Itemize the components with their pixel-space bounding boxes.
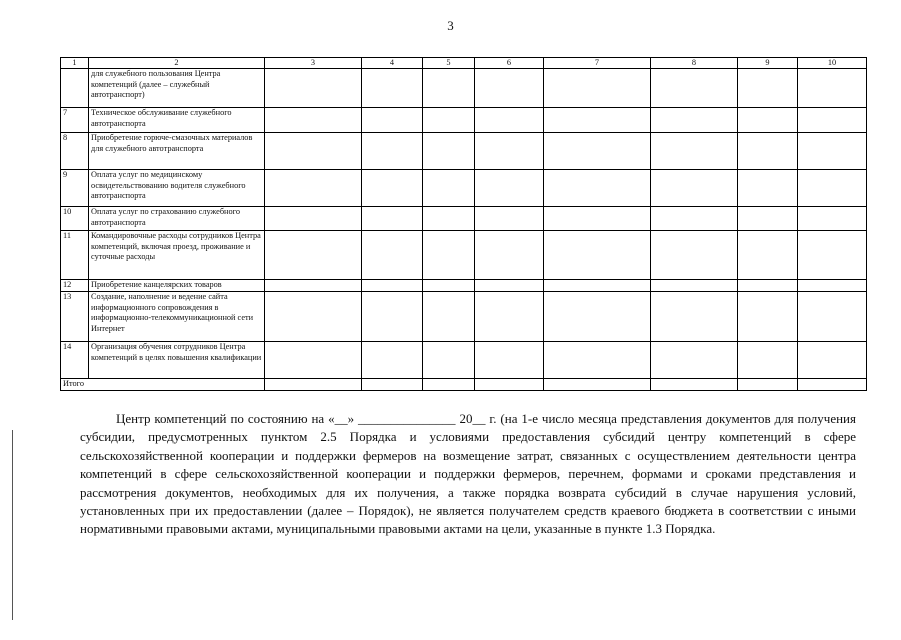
table-cell — [362, 170, 423, 207]
row-description: для служебного пользования Центра компетенций (далее – служебный автотранспорт) — [89, 69, 265, 108]
column-header: 10 — [798, 58, 867, 69]
row-number: 8 — [61, 133, 89, 170]
table-cell — [362, 342, 423, 379]
table-cell — [265, 69, 362, 108]
table-cell — [651, 207, 738, 231]
table-row — [61, 207, 867, 231]
table-cell — [423, 207, 475, 231]
column-header: 6 — [475, 58, 544, 69]
table-cell — [738, 280, 798, 292]
table-cell — [265, 342, 362, 379]
table-cell — [798, 342, 867, 379]
table-cell — [475, 108, 544, 133]
table-row — [61, 133, 867, 170]
table-cell — [475, 231, 544, 280]
page-number: 3 — [447, 18, 454, 33]
row-number: 10 — [61, 207, 89, 231]
table-cell — [544, 133, 651, 170]
table-cell — [798, 280, 867, 292]
table-cell — [544, 207, 651, 231]
table-cell — [423, 342, 475, 379]
table-cell — [265, 207, 362, 231]
table-cell — [738, 108, 798, 133]
table-cell — [265, 170, 362, 207]
table-cell — [651, 170, 738, 207]
row-description: Оплата услуг по медицинскому освидетельствованию водителя служебного автотранспорта — [89, 170, 265, 207]
table-cell — [544, 280, 651, 292]
table-cell — [423, 280, 475, 292]
table-cell — [798, 69, 867, 108]
table-cell — [475, 170, 544, 207]
table-cell — [265, 292, 362, 342]
total-label: Итого — [61, 379, 265, 391]
column-header: 9 — [738, 58, 798, 69]
table-cell — [475, 379, 544, 391]
table-cell — [651, 292, 738, 342]
table-cell — [475, 69, 544, 108]
column-header: 3 — [265, 58, 362, 69]
table-cell — [423, 170, 475, 207]
table-cell — [651, 69, 738, 108]
table-cell — [265, 133, 362, 170]
table-row — [61, 170, 867, 207]
table-cell — [265, 231, 362, 280]
column-header: 7 — [544, 58, 651, 69]
table-cell — [475, 133, 544, 170]
table-cell — [738, 207, 798, 231]
row-number: 9 — [61, 170, 89, 207]
row-description: Техническое обслуживание служебного автотранспорта — [89, 108, 265, 133]
table-row — [61, 69, 867, 108]
table-cell — [651, 379, 738, 391]
table-cell — [544, 69, 651, 108]
table-cell — [362, 231, 423, 280]
table-row — [61, 280, 867, 292]
table-cell — [362, 133, 423, 170]
row-number — [61, 69, 89, 108]
table-cell — [651, 280, 738, 292]
row-description: Приобретение канцелярских товаров — [89, 280, 265, 292]
table-header-row — [61, 58, 867, 69]
table-cell — [738, 231, 798, 280]
table-cell — [423, 69, 475, 108]
table-cell — [362, 207, 423, 231]
table-cell — [475, 292, 544, 342]
table-cell — [798, 108, 867, 133]
table-cell — [798, 292, 867, 342]
row-description: Командировочные расходы сотрудников Центра компетенций, включая проезд, проживание и суточные расходы — [89, 231, 265, 280]
row-number: 11 — [61, 231, 89, 280]
table-cell — [738, 342, 798, 379]
table-cell — [544, 292, 651, 342]
row-number: 12 — [61, 280, 89, 292]
scan-edge-line — [12, 430, 13, 620]
table-cell — [475, 207, 544, 231]
body-paragraph: Центр компетенций по состоянию на «__» _______________ 20__ г. (на 1-е число месяца представления документов для получения субсидии, предусмотренных пунктом 2.5 Порядка и условиями предоставления субсидий центру компетенций в сфере сельскохозяйственной кооперации и поддержки фермеров на возмещение затрат, связанных с осуществлением деятельности центра компетенций в сфере сельскохозяйственной кооперации и поддержки фермеров, перечнем, формами и сроками представления и рассмотрения документов, необходимых для их получения, а также порядка возврата субсидий в случае нарушения условий, установленных при их предоставлении (далее – Порядок), не является получателем средств краевого бюджета в соответствии с иными нормативными правовыми актами, муниципальными правовыми актами на цели, указанные в пункте 1.3 Порядка. — [80, 411, 856, 537]
row-description: Организация обучения сотрудников Центра компетенций в целях повышения квалификации — [89, 342, 265, 379]
table-cell — [265, 280, 362, 292]
table-row — [61, 108, 867, 133]
table-cell — [544, 342, 651, 379]
table-cell — [651, 231, 738, 280]
row-description: Приобретение горюче-смазочных материалов для служебного автотранспорта — [89, 133, 265, 170]
table-total-row — [61, 379, 867, 391]
table-cell — [651, 342, 738, 379]
table-cell — [362, 379, 423, 391]
table-cell — [265, 108, 362, 133]
table-cell — [798, 133, 867, 170]
table-cell — [423, 108, 475, 133]
table-cell — [738, 133, 798, 170]
table-cell — [798, 207, 867, 231]
table-cell — [798, 379, 867, 391]
row-number: 14 — [61, 342, 89, 379]
table-cell — [738, 292, 798, 342]
expense-table — [60, 57, 867, 391]
column-header: 1 — [61, 58, 89, 69]
table-cell — [362, 69, 423, 108]
table-cell — [362, 108, 423, 133]
table-cell — [738, 379, 798, 391]
table-cell — [423, 133, 475, 170]
table-cell — [362, 292, 423, 342]
table-cell — [651, 133, 738, 170]
table-row — [61, 292, 867, 342]
table-row — [61, 342, 867, 379]
table-cell — [475, 280, 544, 292]
column-header: 8 — [651, 58, 738, 69]
row-number: 13 — [61, 292, 89, 342]
table-cell — [798, 231, 867, 280]
table-cell — [544, 108, 651, 133]
table-cell — [738, 170, 798, 207]
table-cell — [544, 379, 651, 391]
row-description: Оплата услуг по страхованию служебного автотранспорта — [89, 207, 265, 231]
row-description: Создание, наполнение и ведение сайта информационного сопровождения в информационно-телекоммуникационной сети Интернет — [89, 292, 265, 342]
table-cell — [362, 280, 423, 292]
row-number: 7 — [61, 108, 89, 133]
table-cell — [798, 170, 867, 207]
table-cell — [544, 170, 651, 207]
column-header: 4 — [362, 58, 423, 69]
table-cell — [265, 379, 362, 391]
table-cell — [738, 69, 798, 108]
table-row — [61, 231, 867, 280]
table-cell — [651, 108, 738, 133]
table-cell — [423, 231, 475, 280]
table-cell — [475, 342, 544, 379]
table-cell — [423, 292, 475, 342]
table-cell — [423, 379, 475, 391]
column-header: 2 — [89, 58, 265, 69]
column-header: 5 — [423, 58, 475, 69]
table-cell — [544, 231, 651, 280]
